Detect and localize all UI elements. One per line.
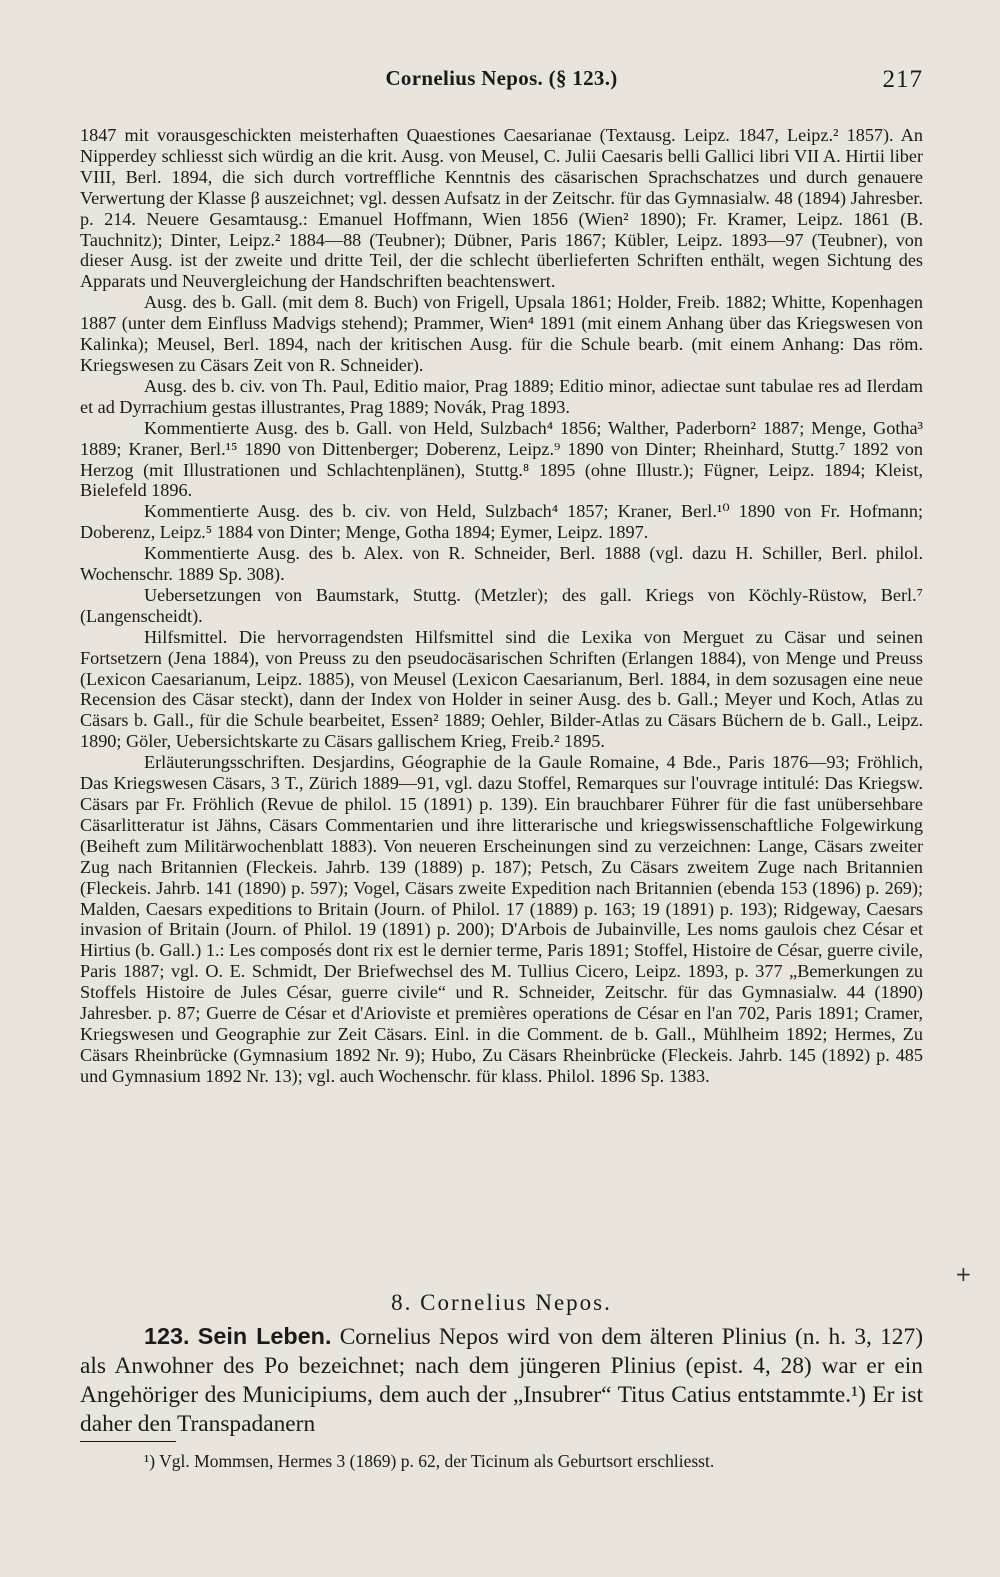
section-title: Sein Leben. [197, 1323, 332, 1349]
paragraph: Ausg. des b. civ. von Th. Paul, Editio maior, Prag 1889; Editio minor, adiectae sunt tabulae res ad Ilerdam et ad Dyrrachium gestas illustrantes, Prag 1889; Novák, Prag 1893. [80, 375, 923, 417]
running-head: Cornelius Nepos. (§ 123.) [385, 66, 618, 90]
paragraph: Erläuterungsschriften. Desjardins, Géographie de la Gaule Romaine, 4 Bde., Paris 1876—93; Fröhlich, Das Kriegswesen Cäsars, 3 T., Zürich 1889—91, vgl. dazu Stoffel, Remarques sur l'ouvrage intitulé: Das Kriegsw. Cäsars par Fr. Fröhlich (Revue de philol. 15 (1891) p. 139). Ein brauchbarer Führer für die fast unübersehbare Cäsarlitteratur ist Jähns, Cäsars Commentarien und ihre litterarische und kriegswissenschaftliche Folgewirkung (Beiheft zum Militärwochenblatt 1883). Von neueren Erscheinungen sind zu verzeichnen: Lange, Cäsars zweiter Zug nach Britannien (Fleckeis. Jahrb. 139 (1889) p. 187); Petsch, Zu Cäsars zweitem Zuge nach Britannien (Fleckeis. Jahrb. 141 (1890) p. 597); Vogel, Cäsars zweite Expedition nach Britannien (ebenda 153 (1896) p. 269); Malden, Caesars expeditions to Britain (Journ. of Philol. 17 (1889) p. 163; 19 (1891) p. 193); Ridgeway, Caesars invasion of Britain (Journ. of Philol. 19 (1891) p. 200); D'Arbois de Jubainville, Les noms gaulois chez César et Hirtius (b. Gall.) 1.: Les composés dont rix est le dernier terme, Paris 1891; Stoffel, Histoire de César, guerre civile, Paris 1887; vgl. O. E. Schmidt, Der Briefwechsel des M. Tullius Cicero, Leipz. 1893, p. 377 „Bemerkungen zu Stoffels Histoire de Jules César, guerre civile“ und R. Schneider, Zeitschr. für das Gymnasialw. 44 (1890) Jahresber. p. 87; Guerre de César et d'Arioviste et premières operations de César en l'an 702, Paris 1891; Cramer, Kriegswesen und Geographie zur Zeit Cäsars. Einl. in die Comment. de b. Gall., Mühlheim 1892; Hermes, Zu Cäsars Rheinbrücke (Gymnasium 1892 Nr. 9); Hubo, Zu Cäsars Rheinbrücke (Fleckeis. Jahrb. 145 (1892) p. 485 und Gymnasium 1892 Nr. 13); vgl. auch Wochenschr. für klass. Philol. 1896 Sp. 1383. [80, 752, 923, 1086]
paragraph: Kommentierte Ausg. des b. Alex. von R. Schneider, Berl. 1888 (vgl. dazu H. Schiller, Berl. philol. Wochenschr. 1889 Sp. 308). [80, 543, 923, 585]
section-body [80, 1322, 923, 1439]
margin-mark: + [955, 1262, 972, 1286]
bibliography-text [80, 125, 923, 1087]
paragraph: Kommentierte Ausg. des b. Gall. von Held, Sulzbach⁴ 1856; Walther, Paderborn² 1887; Menge, Gotha³ 1889; Kraner, Berl.¹⁵ 1890 von Dittenberger; Doberenz, Leipz.⁹ 1890 von Dinter; Rheinhard, Stuttg.⁷ 1892 von Herzog (mit Illustrationen und Schlachtenplänen), Stuttg.⁸ 1895 (ohne Illustr.); Fügner, Leipz. 1894; Kleist, Bielefeld 1896. [80, 417, 923, 501]
section-text: Cornelius Nepos wird von dem älteren Plinius (n. h. 3, 127) als Anwohner des Po bezeichnet; nach dem jüngeren Plinius (epist. 4, 28) war er ein Angehöriger des Municipiums, dem auch der „Insubrer“ Titus Catius entstammte.¹) Er ist daher den Transpadanern [80, 1324, 923, 1437]
page-header [80, 64, 923, 104]
footnote: ¹) Vgl. Mommsen, Hermes 3 (1869) p. 62, der Ticinum als Geburtsort erschliesst. [144, 1451, 715, 1471]
page-number: 217 [882, 66, 923, 93]
section-paragraph [80, 1322, 923, 1439]
paragraph: Ausg. des b. Gall. (mit dem 8. Buch) von Frigell, Upsala 1861; Holder, Freib. 1882; Whitte, Kopenhagen 1887 (unter dem Einfluss Madvigs stehend); Prammer, Wien⁴ 1891 (mit einem Anhang über das Kriegswesen von Kalinka); Meusel, Berl. 1894, nach der kritischen Ausg. für die Schule bearb. (mit einem Anhang: Das röm. Kriegswesen zu Cäsars Zeit von R. Schneider). [80, 292, 923, 375]
paragraph: Uebersetzungen von Baumstark, Stuttg. (Metzler); des gall. Kriegs von Köchly-Rüstow, Berl.⁷ (Langenscheidt). [80, 584, 923, 626]
paragraph: Kommentierte Ausg. des b. civ. von Held, Sulzbach⁴ 1857; Kraner, Berl.¹⁰ 1890 von Fr. Hofmann; Doberenz, Leipz.⁵ 1884 von Dinter; Menge, Gotha 1894; Eymer, Leipz. 1897. [80, 501, 923, 543]
paragraph: 1847 mit vorausgeschickten meisterhaften Quaestiones Caesarianae (Textausg. Leipz. 1847, Leipz.² 1857). An Nipperdey schliesst sich würdig an die krit. Ausg. von Meusel, C. Julii Caesaris belli Gallici libri VII A. Hirtii liber VIII, Berl. 1894, die sich durch vortreffliche Kenntnis des cäsarischen Sprachschatzes und durch genauere Verwertung der Klasse β auszeichnet; vgl. dessen Aufsatz in der Zeitschr. für das Gymnasialw. 48 (1894) Jahresber. p. 214. Neuere Gesamtausg.: Emanuel Hoffmann, Wien 1856 (Wien² 1890); Fr. Kramer, Leipz. 1861 (B. Tauchnitz); Dinter, Leipz.² 1884—88 (Teubner); Dübner, Paris 1867; Kübler, Leipz. 1893—97 (Teubner), von dieser Ausg. ist der zweite und dritte Teil, der die schlecht überlieferten Schriften enthält, wegen Sichtung des Apparats und Neuvergleichung der Handschriften beachtenswert. [80, 125, 923, 292]
section-number: 123. [144, 1323, 190, 1349]
section-heading: 8. Cornelius Nepos. [391, 1290, 612, 1315]
paragraph: Hilfsmittel. Die hervorragendsten Hilfsmittel sind die Lexika von Merguet zu Cäsar und seinen Fortsetzern (Jena 1884), von Preuss zu den pseudocäsarischen Schriften (Erlangen 1884), von Menge und Preuss (Lexicon Caesarianum, Leipz. 1885), von Meusel (Lexicon Caesarianum, Berl. 1884, in dem sozusagen eine neue Recension des Cäsar steckt), dann der Index von Holder in seiner Ausg. des b. Gall.; Meyer und Koch, Atlas zu Cäsars b. Gall., für die Schule bearbeitet, Essen² 1889; Oehler, Bilder-Atlas zu Cäsars Büchern de b. Gall., Leipz. 1890; Göler, Uebersichtskarte zu Cäsars gallischem Krieg, Freib.² 1895. [80, 626, 923, 752]
footnote-rule [80, 1441, 176, 1442]
